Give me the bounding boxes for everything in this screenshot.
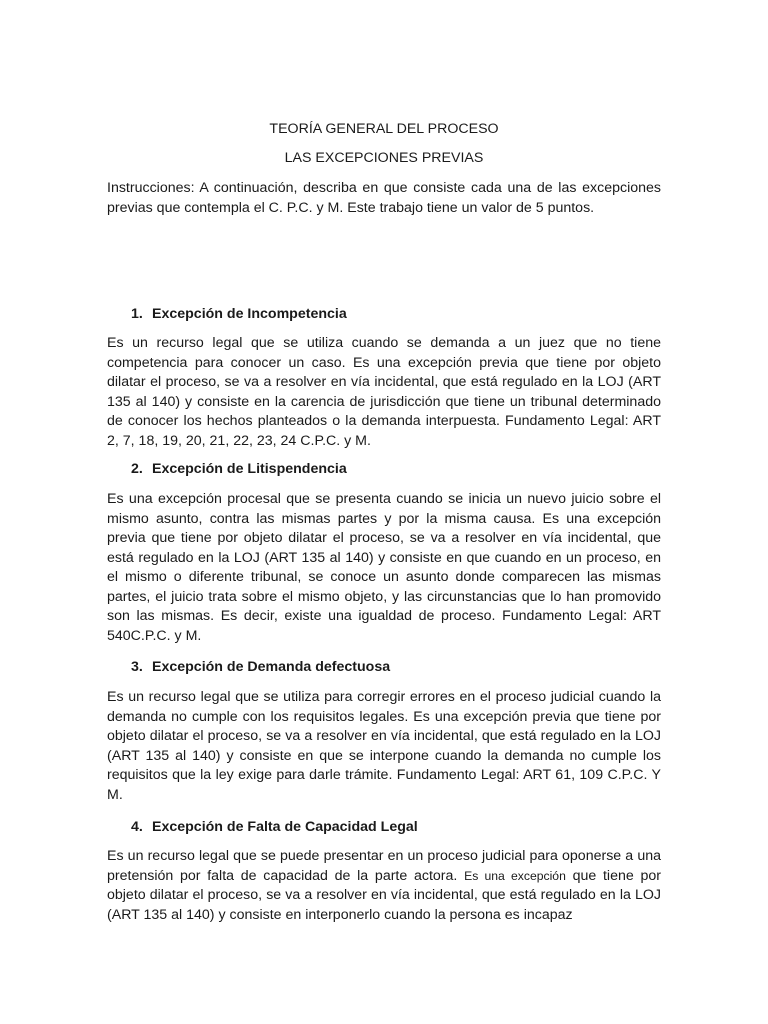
section-body-litispendencia: Es una excepción procesal que se presenta cuando se inicia un nuevo juicio sobre el mismo asunto, contra las mismas partes y por la misma causa. Es una excepción previa que tiene por objeto dilatar el proceso, se va a resolver en vía incidental, que está regulado en la LOJ (ART 135 al 140) y consiste en que cuando en un proceso, en el mismo o diferente tribunal, se conoce un asunto donde comparecen las mismas partes, el juicio trata sobre el mismo objeto, y las circunstancias que lo han promovido son las mismas. Es decir, existe una igualdad de proceso. Fundamento Legal: ART 540C.P.C. y M.: [107, 491, 661, 644]
section-heading-demanda-defectuosa: [131, 658, 390, 676]
body-text-part: que tiene por objeto dilatar el proceso, se va a resolver en vía incidental, que está regulado en la LOJ (ART 135 al 140) y consiste en interponerlo cuando la persona es incapaz: [107, 867, 661, 923]
section-number: 2.: [131, 461, 143, 477]
section-heading-litispendencia: [131, 460, 347, 478]
section-body-incompetencia: Es un recurso legal que se utiliza cuando se demanda a un juez que no tiene competencia para conocer un caso. Es una excepción previa que tiene por objeto dilatar el proceso, se va a resolver en vía incidental, que está regulado en la LOJ (ART 135 al 140) y consiste en la carencia de jurisdicción que tiene un tribunal determinado de conocer los hechos planteados o la demanda interpuesta. Fundamento Legal: ART 2, 7, 18, 19, 20, 21, 22, 23, 24 C.P.C. y M.: [107, 335, 661, 449]
section-heading-incompetencia: [131, 305, 347, 323]
section-title: Excepción de Incompetencia: [152, 306, 347, 322]
section-number: 4.: [131, 819, 143, 835]
body-text-part: Es un recurso legal que se puede presentar en un proceso judicial para oponerse a una pretensión por falta de capacidad de la parte actora.: [107, 848, 661, 884]
body-text-small-part: Es una excepción: [464, 868, 566, 883]
section-number: 3.: [131, 659, 143, 675]
instructions-paragraph: Instrucciones: A continuación, describa en que consiste cada una de las excepciones previas que contempla el C. P.C. y M. Este trabajo tiene un valor de 5 puntos.: [107, 180, 661, 216]
section-title: Excepción de Falta de Capacidad Legal: [152, 819, 418, 835]
section-number: 1.: [131, 306, 143, 322]
document-subtitle: LAS EXCEPCIONES PREVIAS: [284, 150, 484, 166]
section-heading-falta-capacidad: [131, 818, 418, 836]
section-title: Excepción de Demanda defectuosa: [152, 659, 391, 675]
section-title: Excepción de Litispendencia: [152, 461, 347, 477]
section-body-falta-capacidad: [107, 847, 661, 925]
document-title: TEORÍA GENERAL DEL PROCESO: [269, 121, 499, 137]
section-body-demanda-defectuosa: Es un recurso legal que se utiliza para corregir errores en el proceso judicial cuando la demanda no cumple con los requisitos legales. Es una excepción previa que tiene por objeto dilatar el proceso, se va a resolver en vía incidental, que está regulado en la LOJ (ART 135 al 140) y consiste en que se interpone cuando la demanda no cumple los requisitos que la ley exige para darle trámite. Fundamento Legal: ART 61, 109 C.P.C. Y M.: [107, 689, 661, 803]
